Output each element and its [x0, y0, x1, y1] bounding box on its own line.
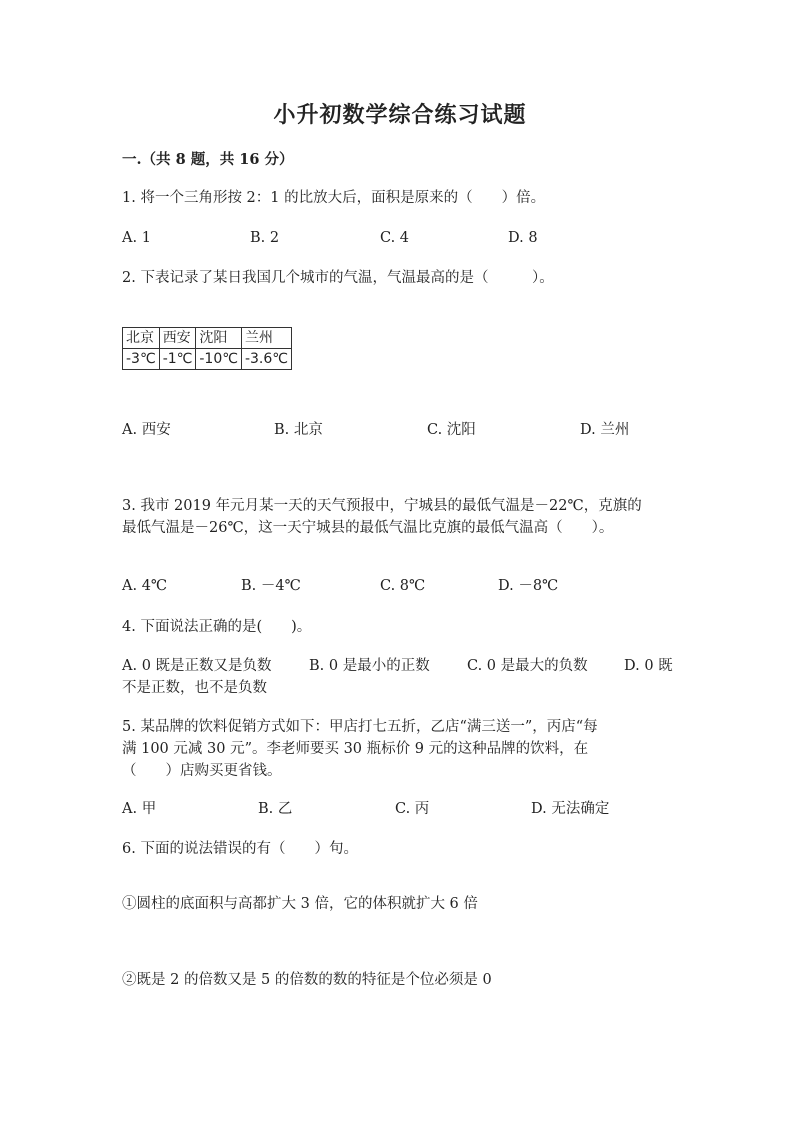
q1-option-c: C. 4 [380, 230, 410, 246]
q5-option-b: B. 乙 [258, 801, 293, 817]
q4-option-b: B. 0 是最小的正数 [309, 658, 430, 674]
q1-option-d: D. 8 [508, 230, 538, 246]
table-cell: -3.6℃ [241, 349, 291, 370]
q3-option-c: C. 8℃ [380, 578, 426, 594]
question-1: 1. 将一个三角形按 2：1 的比放大后，面积是原来的（ ）倍。 [122, 190, 546, 206]
table-cell: 北京 [123, 328, 160, 349]
page-title: 小升初数学综合练习试题 [273, 102, 527, 128]
q5-option-c: C. 丙 [395, 801, 430, 817]
table-cell: 兰州 [241, 328, 291, 349]
q3-option-b: B. －4℃ [241, 578, 301, 594]
question-4: 4. 下面说法正确的是( )。 [122, 619, 312, 635]
question-5-line-1: 5. 某品牌的饮料促销方式如下：甲店打七五折，乙店“满三送一”，丙店“每 [122, 719, 598, 735]
table-cell: -3℃ [123, 349, 160, 370]
table-row-temps [123, 349, 292, 370]
q4-option-d-continued: 不是正数，也不是负数 [122, 680, 267, 696]
q2-option-a: A. 西安 [122, 422, 171, 438]
q6-statement-2: ②既是 2 的倍数又是 5 的倍数的数的特征是个位必须是 0 [122, 972, 492, 988]
table-row-cities [123, 328, 292, 349]
table-cell: -10℃ [196, 349, 242, 370]
question-6: 6. 下面的说法错误的有（ ）句。 [122, 841, 358, 857]
q2-option-b: B. 北京 [274, 422, 323, 438]
q5-option-a: A. 甲 [122, 801, 157, 817]
question-3-line-1: 3. 我市 2019 年元月某一天的天气预报中，宁城县的最低气温是－22℃，克旗的 [122, 498, 642, 514]
q2-option-c: C. 沈阳 [427, 422, 476, 438]
q3-option-a: A. 4℃ [122, 578, 168, 594]
table-cell: -1℃ [159, 349, 196, 370]
q4-option-d: D. 0 既 [624, 658, 673, 674]
section-heading: 一.（共 8 题，共 16 分） [122, 151, 294, 168]
temperature-table [122, 327, 292, 370]
q3-option-d: D. －8℃ [498, 578, 559, 594]
q4-option-c: C. 0 是最大的负数 [467, 658, 588, 674]
question-5-line-2: 满 100 元减 30 元”。李老师要买 30 瓶标价 9 元的这种品牌的饮料，在 [122, 741, 589, 757]
q1-option-b: B. 2 [250, 230, 280, 246]
question-3-line-2: 最低气温是－26℃，这一天宁城县的最低气温比克旗的最低气温高（ ）。 [122, 520, 614, 536]
table-cell: 沈阳 [196, 328, 242, 349]
q1-option-a: A. 1 [122, 230, 151, 246]
q5-option-d: D. 无法确定 [531, 801, 610, 817]
q2-option-d: D. 兰州 [580, 422, 630, 438]
table-cell: 西安 [159, 328, 196, 349]
q6-statement-1: ①圆柱的底面积与高都扩大 3 倍，它的体积就扩大 6 倍 [122, 896, 478, 912]
question-5-line-3: （ ）店购买更省钱。 [122, 763, 282, 779]
q4-option-a: A. 0 既是正数又是负数 [122, 658, 272, 674]
question-2: 2. 下表记录了某日我国几个城市的气温，气温最高的是（ ）。 [122, 270, 554, 286]
